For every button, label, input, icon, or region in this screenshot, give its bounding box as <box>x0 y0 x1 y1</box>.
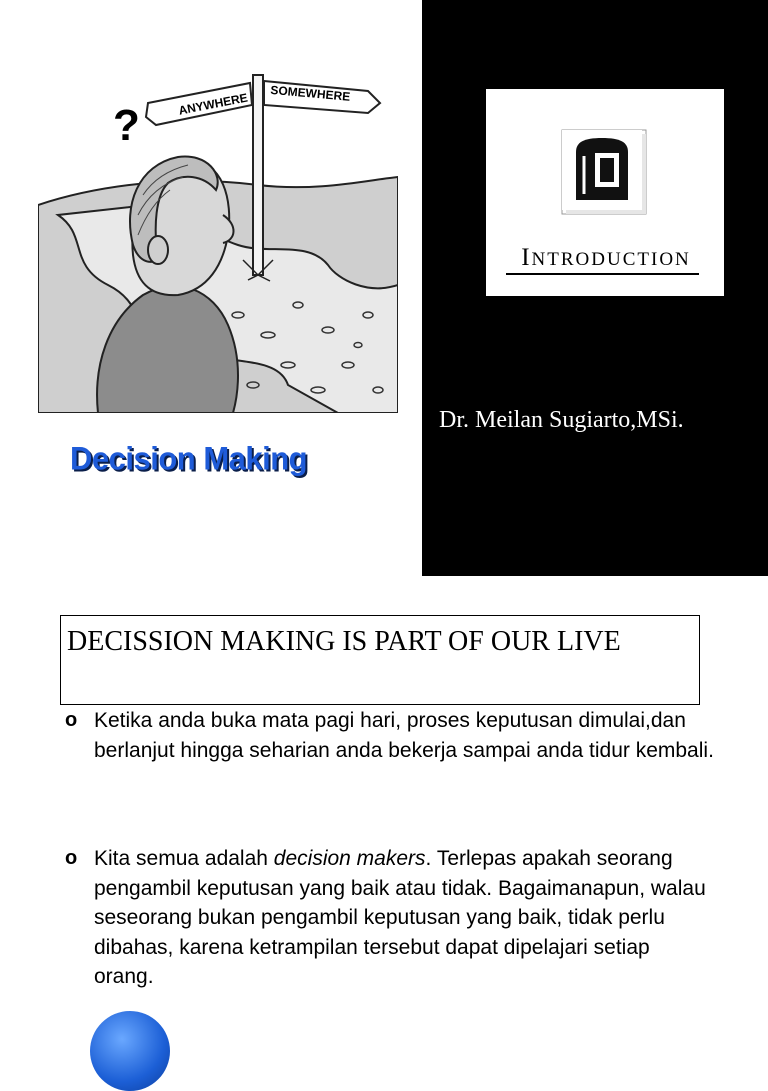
question-mark: ? <box>113 101 140 150</box>
sign-somewhere: SOMEWHERE <box>269 82 351 104</box>
introduction-label <box>506 244 706 272</box>
decision-making-title: Decision Making <box>70 440 308 477</box>
bullet-2-italic: decision makers <box>273 847 426 870</box>
bullet-2-after: . Terlepas apakah seorang pengambil keputusan yang baik atau tidak. Bagaimanapun, walau seseorang bukan pengambil keputusan yang baik, tidak perlu dibahas, karena ketrampilan tersebut dapat dipelajari setiap orang. <box>94 847 706 988</box>
bullet-marker: o <box>65 709 78 731</box>
signpost-cartoon <box>38 65 398 413</box>
blue-circle-decoration <box>90 1011 170 1091</box>
bullet-item-2 <box>65 844 715 992</box>
sign-anywhere: ANYWHERE <box>177 90 249 118</box>
introduction-icon <box>554 122 654 222</box>
bullet-text-1: Ketika anda buka mata pagi hari, proses keputusan dimulai,dan berlanjut hingga seharian anda bekerja sampai anda tidur kembali. <box>94 709 714 762</box>
bullet-item-1 <box>65 706 715 765</box>
author-name: Dr. Meilan Sugiarto,MSi. <box>439 407 684 433</box>
bullet-marker: o <box>65 847 78 869</box>
introduction-card <box>486 89 724 296</box>
slide-heading: DECISSION MAKING IS PART OF OUR LIVE <box>67 626 621 657</box>
introduction-initial: I <box>521 244 532 271</box>
introduction-rest: NTRODUCTION <box>531 249 691 270</box>
slide-bottom <box>0 576 768 1024</box>
title-panel <box>422 0 768 576</box>
slide-heading-box <box>60 615 700 705</box>
bullet-2-before: Kita semua adalah <box>94 847 274 870</box>
bullet-text-2 <box>94 844 715 992</box>
introduction-underline <box>506 273 699 275</box>
